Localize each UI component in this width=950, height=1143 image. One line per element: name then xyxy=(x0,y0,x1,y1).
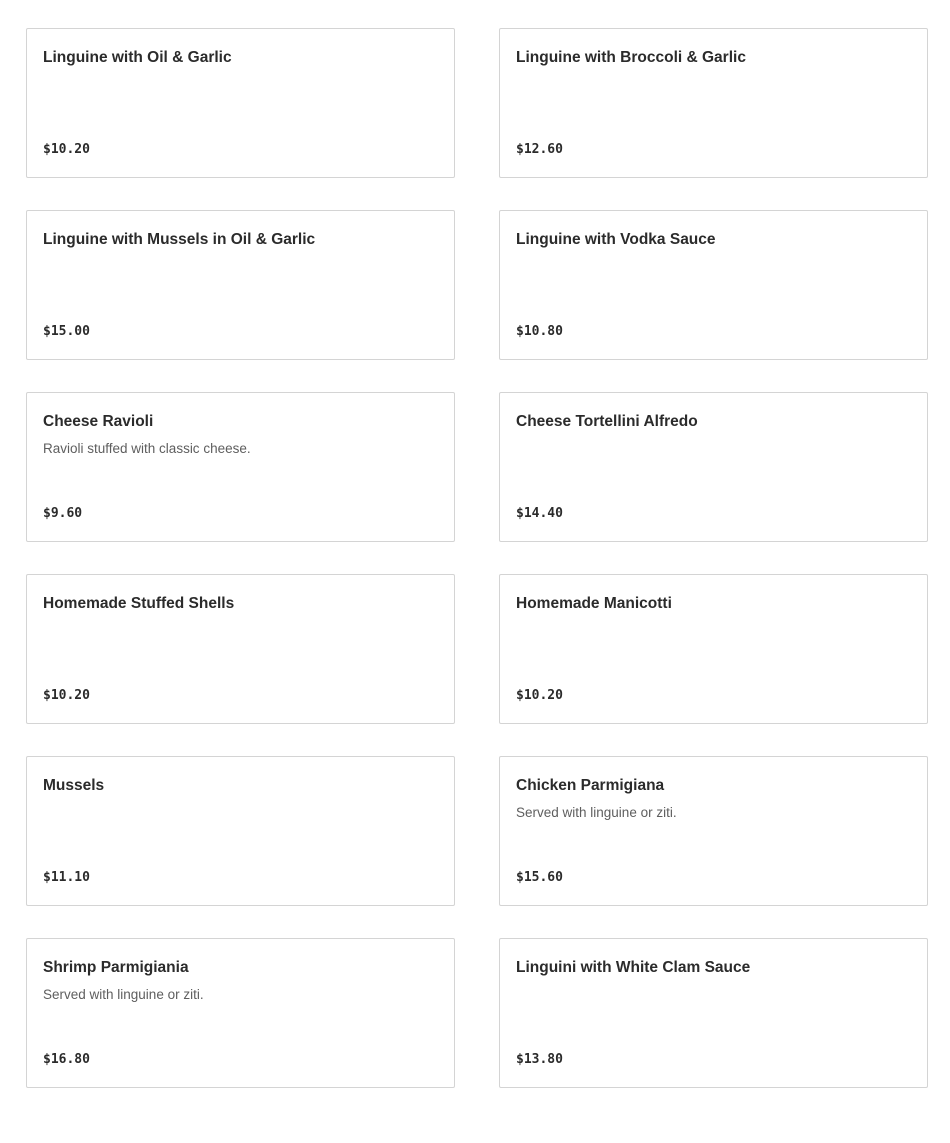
menu-item-name: Mussels xyxy=(43,777,105,794)
menu-item-price: $10.20 xyxy=(516,688,563,703)
menu-item-price: $16.80 xyxy=(43,1052,90,1067)
menu-item-price: $10.20 xyxy=(43,142,90,157)
menu-item-card[interactable] xyxy=(26,392,455,542)
menu-item-description: Served with linguine or ziti. xyxy=(43,987,204,1002)
menu-item-name: Linguini with White Clam Sauce xyxy=(516,959,751,976)
menu-item-price: $10.80 xyxy=(516,324,563,339)
menu-items-grid xyxy=(26,0,928,1088)
menu-item-card[interactable] xyxy=(26,938,455,1088)
menu-item-name: Linguine with Broccoli & Garlic xyxy=(516,49,746,66)
menu-item-card[interactable] xyxy=(26,210,455,360)
menu-item-card[interactable] xyxy=(499,210,928,360)
menu-item-name: Linguine with Mussels in Oil & Garlic xyxy=(43,231,316,248)
menu-item-card[interactable] xyxy=(499,938,928,1088)
menu-item-price: $13.80 xyxy=(516,1052,563,1067)
menu-item-name: Cheese Ravioli xyxy=(43,413,154,430)
menu-item-card[interactable] xyxy=(26,574,455,724)
menu-item-description: Served with linguine or ziti. xyxy=(516,805,677,820)
menu-item-name: Linguine with Oil & Garlic xyxy=(43,49,232,66)
menu-item-price: $12.60 xyxy=(516,142,563,157)
menu-item-name: Homemade Manicotti xyxy=(516,595,672,612)
menu-item-price: $15.00 xyxy=(43,324,90,339)
menu-item-name: Shrimp Parmigiania xyxy=(43,959,189,976)
menu-item-name: Linguine with Vodka Sauce xyxy=(516,231,716,248)
menu-item-price: $9.60 xyxy=(43,506,83,521)
menu-item-card[interactable] xyxy=(499,756,928,906)
menu-item-name: Cheese Tortellini Alfredo xyxy=(516,413,698,430)
menu-item-price: $15.60 xyxy=(516,870,563,885)
menu-item-card[interactable] xyxy=(26,756,455,906)
menu-item-card[interactable] xyxy=(26,28,455,178)
menu-item-price: $10.20 xyxy=(43,688,90,703)
menu-item-name: Homemade Stuffed Shells xyxy=(43,595,235,612)
menu-item-card[interactable] xyxy=(499,28,928,178)
menu-item-description: Ravioli stuffed with classic cheese. xyxy=(43,441,251,456)
menu-item-price: $11.10 xyxy=(43,870,90,885)
menu-item-card[interactable] xyxy=(499,574,928,724)
menu-item-card[interactable] xyxy=(499,392,928,542)
menu-item-price: $14.40 xyxy=(516,506,563,521)
menu-item-name: Chicken Parmigiana xyxy=(516,777,665,794)
